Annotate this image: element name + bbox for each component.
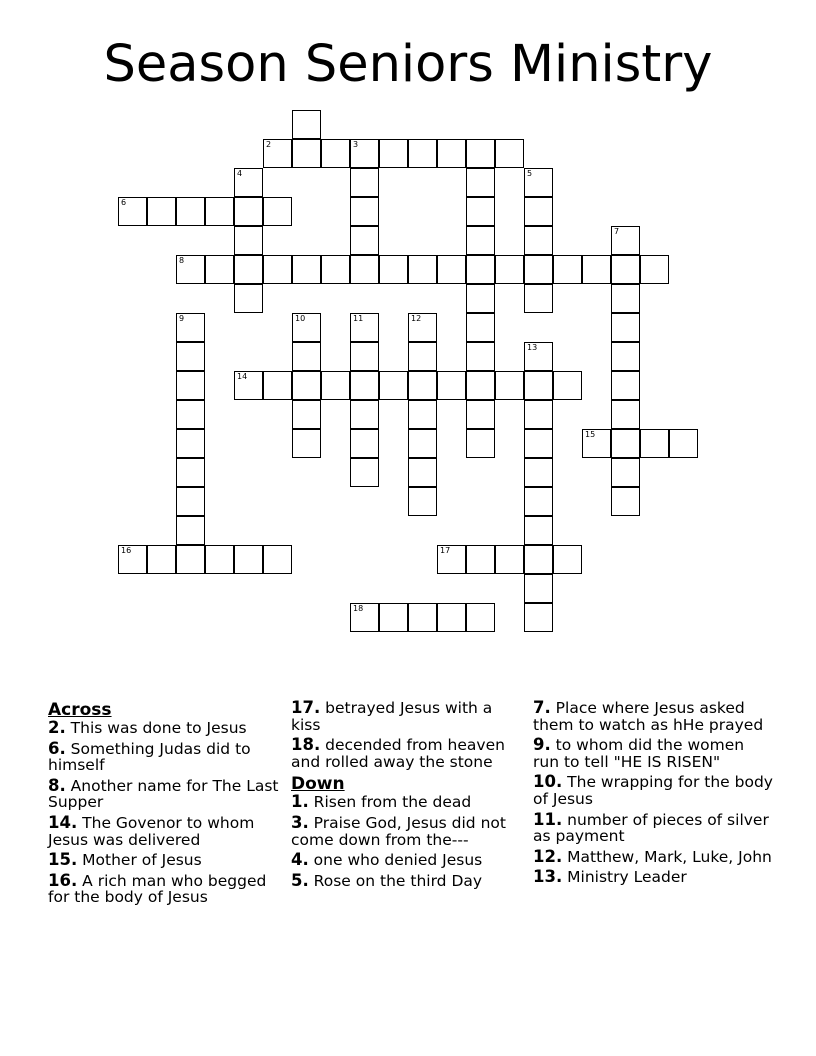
grid-cell[interactable] <box>379 603 408 632</box>
clue-number-label: 6. <box>48 738 66 758</box>
clue-text: Rose on the third Day <box>308 871 483 890</box>
grid-cell[interactable] <box>408 139 437 168</box>
grid-cell[interactable] <box>524 342 553 371</box>
grid-cell[interactable] <box>524 429 553 458</box>
grid-cell[interactable] <box>582 429 611 458</box>
grid-cell[interactable] <box>640 255 669 284</box>
grid-cell[interactable] <box>437 603 466 632</box>
grid-cell[interactable] <box>292 400 321 429</box>
clue-number-label: 18. <box>291 735 321 755</box>
clue-item <box>533 737 773 770</box>
grid-cell[interactable] <box>408 603 437 632</box>
grid-cell[interactable] <box>495 371 524 400</box>
clue-number: 4 <box>237 169 243 178</box>
clue-item <box>533 869 773 886</box>
grid-cell[interactable] <box>640 429 669 458</box>
grid-cell[interactable] <box>350 226 379 255</box>
down-heading: Down <box>291 774 345 795</box>
grid-cell[interactable] <box>524 255 553 284</box>
grid-cell[interactable] <box>321 255 350 284</box>
clue-number-label: 1. <box>291 792 309 812</box>
grid-cell[interactable] <box>350 313 379 342</box>
grid-cell[interactable] <box>669 429 698 458</box>
clue-number: 5 <box>527 169 533 178</box>
grid-cell[interactable] <box>176 516 205 545</box>
grid-cell[interactable] <box>176 197 205 226</box>
grid-cell[interactable] <box>466 284 495 313</box>
clue-text: Another name for The Last Supper <box>48 776 279 812</box>
grid-cell[interactable] <box>466 168 495 197</box>
clue-item <box>48 812 280 849</box>
grid-cell[interactable] <box>176 429 205 458</box>
clue-text: The Govenor to whom Jesus was delivered <box>48 813 255 849</box>
grid-cell[interactable] <box>234 371 263 400</box>
clue-number-label: 10. <box>533 772 563 792</box>
grid-cell[interactable] <box>205 255 234 284</box>
clue-number-label: 12. <box>533 846 563 866</box>
grid-cell[interactable] <box>553 255 582 284</box>
clue-text: one who denied Jesus <box>308 851 483 870</box>
grid-cell[interactable] <box>466 197 495 226</box>
clue-list-down-1 <box>291 794 523 889</box>
grid-cell[interactable] <box>466 342 495 371</box>
across-heading: Across <box>48 700 112 720</box>
grid-cell[interactable] <box>350 603 379 632</box>
clue-text: A rich man who begged for the body of Jesus <box>48 871 267 907</box>
grid-cell[interactable] <box>292 429 321 458</box>
grid-cell[interactable] <box>553 545 582 574</box>
clue-list-across-2 <box>291 700 523 770</box>
grid-cell[interactable] <box>611 313 640 342</box>
grid-cell[interactable] <box>437 139 466 168</box>
grid-cell[interactable] <box>466 400 495 429</box>
grid-cell[interactable] <box>524 226 553 255</box>
grid-cell[interactable] <box>611 284 640 313</box>
grid-cell[interactable] <box>147 545 176 574</box>
clue-number: 6 <box>121 198 127 207</box>
grid-cell[interactable] <box>408 342 437 371</box>
clue-item <box>291 870 523 890</box>
clue-number: 13 <box>527 343 538 352</box>
clue-number-label: 14. <box>48 812 78 832</box>
clue-number-label: 13. <box>533 867 563 887</box>
clue-item <box>533 700 773 733</box>
grid-cell[interactable] <box>176 545 205 574</box>
grid-cell[interactable] <box>611 487 640 516</box>
clue-number-label: 4. <box>291 850 309 870</box>
clue-text: Place where Jesus asked them to watch as hHe prayed <box>533 699 764 734</box>
grid-cell[interactable] <box>176 487 205 516</box>
grid-cell[interactable] <box>466 603 495 632</box>
grid-cell[interactable] <box>466 226 495 255</box>
grid-cell[interactable] <box>379 255 408 284</box>
grid-cell[interactable] <box>292 313 321 342</box>
clue-text: This was done to Jesus <box>65 719 247 737</box>
clue-item <box>48 870 280 907</box>
clue-number: 9 <box>179 314 185 323</box>
grid-cell[interactable] <box>524 458 553 487</box>
clue-item <box>48 775 280 812</box>
clue-item <box>291 700 523 733</box>
grid-cell[interactable] <box>379 371 408 400</box>
grid-cell[interactable] <box>263 371 292 400</box>
grid-cell[interactable] <box>263 197 292 226</box>
grid-cell[interactable] <box>524 574 553 603</box>
grid-cell[interactable] <box>408 371 437 400</box>
grid-cell[interactable] <box>379 139 408 168</box>
grid-cell[interactable] <box>524 487 553 516</box>
clue-text: to whom did the women run to tell "HE IS RISEN" <box>533 736 745 771</box>
clue-number: 10 <box>295 314 306 323</box>
clue-number-label: 9. <box>533 735 551 755</box>
grid-cell[interactable] <box>611 429 640 458</box>
grid-cell[interactable] <box>524 284 553 313</box>
grid-cell[interactable] <box>350 342 379 371</box>
grid-cell[interactable] <box>495 255 524 284</box>
grid-cell[interactable] <box>350 255 379 284</box>
grid-cell[interactable] <box>524 371 553 400</box>
clue-item <box>291 812 523 849</box>
grid-cell[interactable] <box>292 342 321 371</box>
clue-number: 12 <box>411 314 422 323</box>
grid-cell[interactable] <box>176 342 205 371</box>
grid-cell[interactable] <box>408 313 437 342</box>
grid-cell[interactable] <box>408 487 437 516</box>
grid-cell[interactable] <box>205 197 234 226</box>
grid-cell[interactable] <box>350 458 379 487</box>
grid-cell[interactable] <box>350 168 379 197</box>
clue-item <box>291 794 523 811</box>
grid-cell[interactable] <box>234 226 263 255</box>
grid-cell[interactable] <box>437 545 466 574</box>
clue-text: decended from heaven and rolled away the stone <box>291 736 505 771</box>
clue-list-down-2 <box>533 700 773 886</box>
clue-number-label: 7. <box>533 698 551 717</box>
grid-cell[interactable] <box>611 400 640 429</box>
grid-cell[interactable] <box>176 313 205 342</box>
clue-number-label: 8. <box>48 775 66 795</box>
grid-cell[interactable] <box>321 139 350 168</box>
grid-cell[interactable] <box>292 139 321 168</box>
clue-item <box>48 720 280 737</box>
grid-cell[interactable] <box>176 371 205 400</box>
grid-cell[interactable] <box>118 197 147 226</box>
grid-cell[interactable] <box>234 284 263 313</box>
grid-cell[interactable] <box>611 255 640 284</box>
clue-text: Something Judas did to himself <box>48 739 251 775</box>
grid-cell[interactable] <box>495 139 524 168</box>
grid-cell[interactable] <box>466 313 495 342</box>
clue-number-label: 15. <box>48 850 78 870</box>
clue-text: The wrapping for the body of Jesus <box>533 773 773 808</box>
clue-item <box>533 809 773 846</box>
clues-column-2 <box>291 700 523 893</box>
grid-cell[interactable] <box>466 545 495 574</box>
clue-number-label: 5. <box>291 870 309 890</box>
grid-cell[interactable] <box>408 400 437 429</box>
grid-cell[interactable] <box>234 197 263 226</box>
grid-cell[interactable] <box>118 545 147 574</box>
grid-cell[interactable] <box>350 429 379 458</box>
clue-number-label: 11. <box>533 809 563 829</box>
clue-number: 2 <box>266 140 272 149</box>
grid-cell[interactable] <box>350 400 379 429</box>
clue-number-label: 3. <box>291 812 309 832</box>
grid-cell[interactable] <box>611 342 640 371</box>
grid-cell[interactable] <box>234 255 263 284</box>
clue-list-across-1 <box>48 720 280 906</box>
clue-number: 3 <box>353 140 359 149</box>
clue-number-label: 2. <box>48 718 66 737</box>
grid-cell[interactable] <box>176 400 205 429</box>
grid-cell[interactable] <box>524 197 553 226</box>
grid-cell[interactable] <box>611 226 640 255</box>
grid-cell[interactable] <box>263 139 292 168</box>
grid-cell[interactable] <box>495 545 524 574</box>
grid-cell[interactable] <box>553 371 582 400</box>
clue-text: Ministry Leader <box>562 868 687 887</box>
clue-number: 7 <box>614 227 620 236</box>
clue-number-label: 17. <box>291 698 321 717</box>
grid-cell[interactable] <box>408 429 437 458</box>
grid-cell[interactable] <box>234 545 263 574</box>
clue-number: 16 <box>121 546 132 555</box>
grid-cell[interactable] <box>466 255 495 284</box>
clue-number: 15 <box>585 430 596 439</box>
clue-text: Matthew, Mark, Luke, John <box>562 847 772 866</box>
grid-cell[interactable] <box>466 139 495 168</box>
clue-number: 8 <box>179 256 185 265</box>
grid-cell[interactable] <box>582 255 611 284</box>
grid-cell[interactable] <box>263 255 292 284</box>
grid-cell[interactable] <box>263 545 292 574</box>
clue-number-label: 16. <box>48 870 78 890</box>
clue-item <box>291 737 523 770</box>
grid-cell[interactable] <box>611 458 640 487</box>
grid-cell[interactable] <box>466 429 495 458</box>
grid-cell[interactable] <box>350 371 379 400</box>
grid-cell[interactable] <box>524 603 553 632</box>
grid-cell[interactable] <box>524 400 553 429</box>
clue-item <box>48 738 280 775</box>
clues-column-1 <box>48 700 280 910</box>
clue-number: 18 <box>353 604 364 613</box>
grid-cell[interactable] <box>437 371 466 400</box>
grid-cell[interactable] <box>350 139 379 168</box>
clue-text: number of pieces of silver as payment <box>533 810 769 846</box>
grid-cell[interactable] <box>321 371 350 400</box>
grid-cell[interactable] <box>408 458 437 487</box>
grid-cell[interactable] <box>176 458 205 487</box>
grid-cell[interactable] <box>466 371 495 400</box>
clue-text: Mother of Jesus <box>77 851 202 870</box>
clue-item <box>291 852 523 869</box>
clues-column-3 <box>533 700 773 890</box>
grid-cell[interactable] <box>524 516 553 545</box>
clue-text: betrayed Jesus with a kiss <box>291 699 493 734</box>
grid-cell[interactable] <box>205 545 234 574</box>
grid-cell[interactable] <box>350 197 379 226</box>
clue-number: 17 <box>440 546 451 555</box>
grid-cell[interactable] <box>611 371 640 400</box>
clue-number: 14 <box>237 372 248 381</box>
grid-cell[interactable] <box>524 545 553 574</box>
grid-cell[interactable] <box>292 255 321 284</box>
clue-text: Risen from the dead <box>308 793 472 812</box>
grid-cell[interactable] <box>292 110 321 139</box>
grid-cell[interactable] <box>292 371 321 400</box>
clue-item <box>533 774 773 807</box>
grid-cell[interactable] <box>524 168 553 197</box>
clue-item <box>533 846 773 866</box>
clue-text: Praise God, Jesus did not come down from the--- <box>291 813 506 849</box>
grid-cell[interactable] <box>147 197 176 226</box>
page-title: Season Seniors Ministry <box>103 35 713 94</box>
grid-cell[interactable] <box>437 255 466 284</box>
grid-cell[interactable] <box>234 168 263 197</box>
grid-cell[interactable] <box>176 255 205 284</box>
clue-item <box>48 852 280 869</box>
grid-cell[interactable] <box>408 255 437 284</box>
clue-number: 11 <box>353 314 364 323</box>
